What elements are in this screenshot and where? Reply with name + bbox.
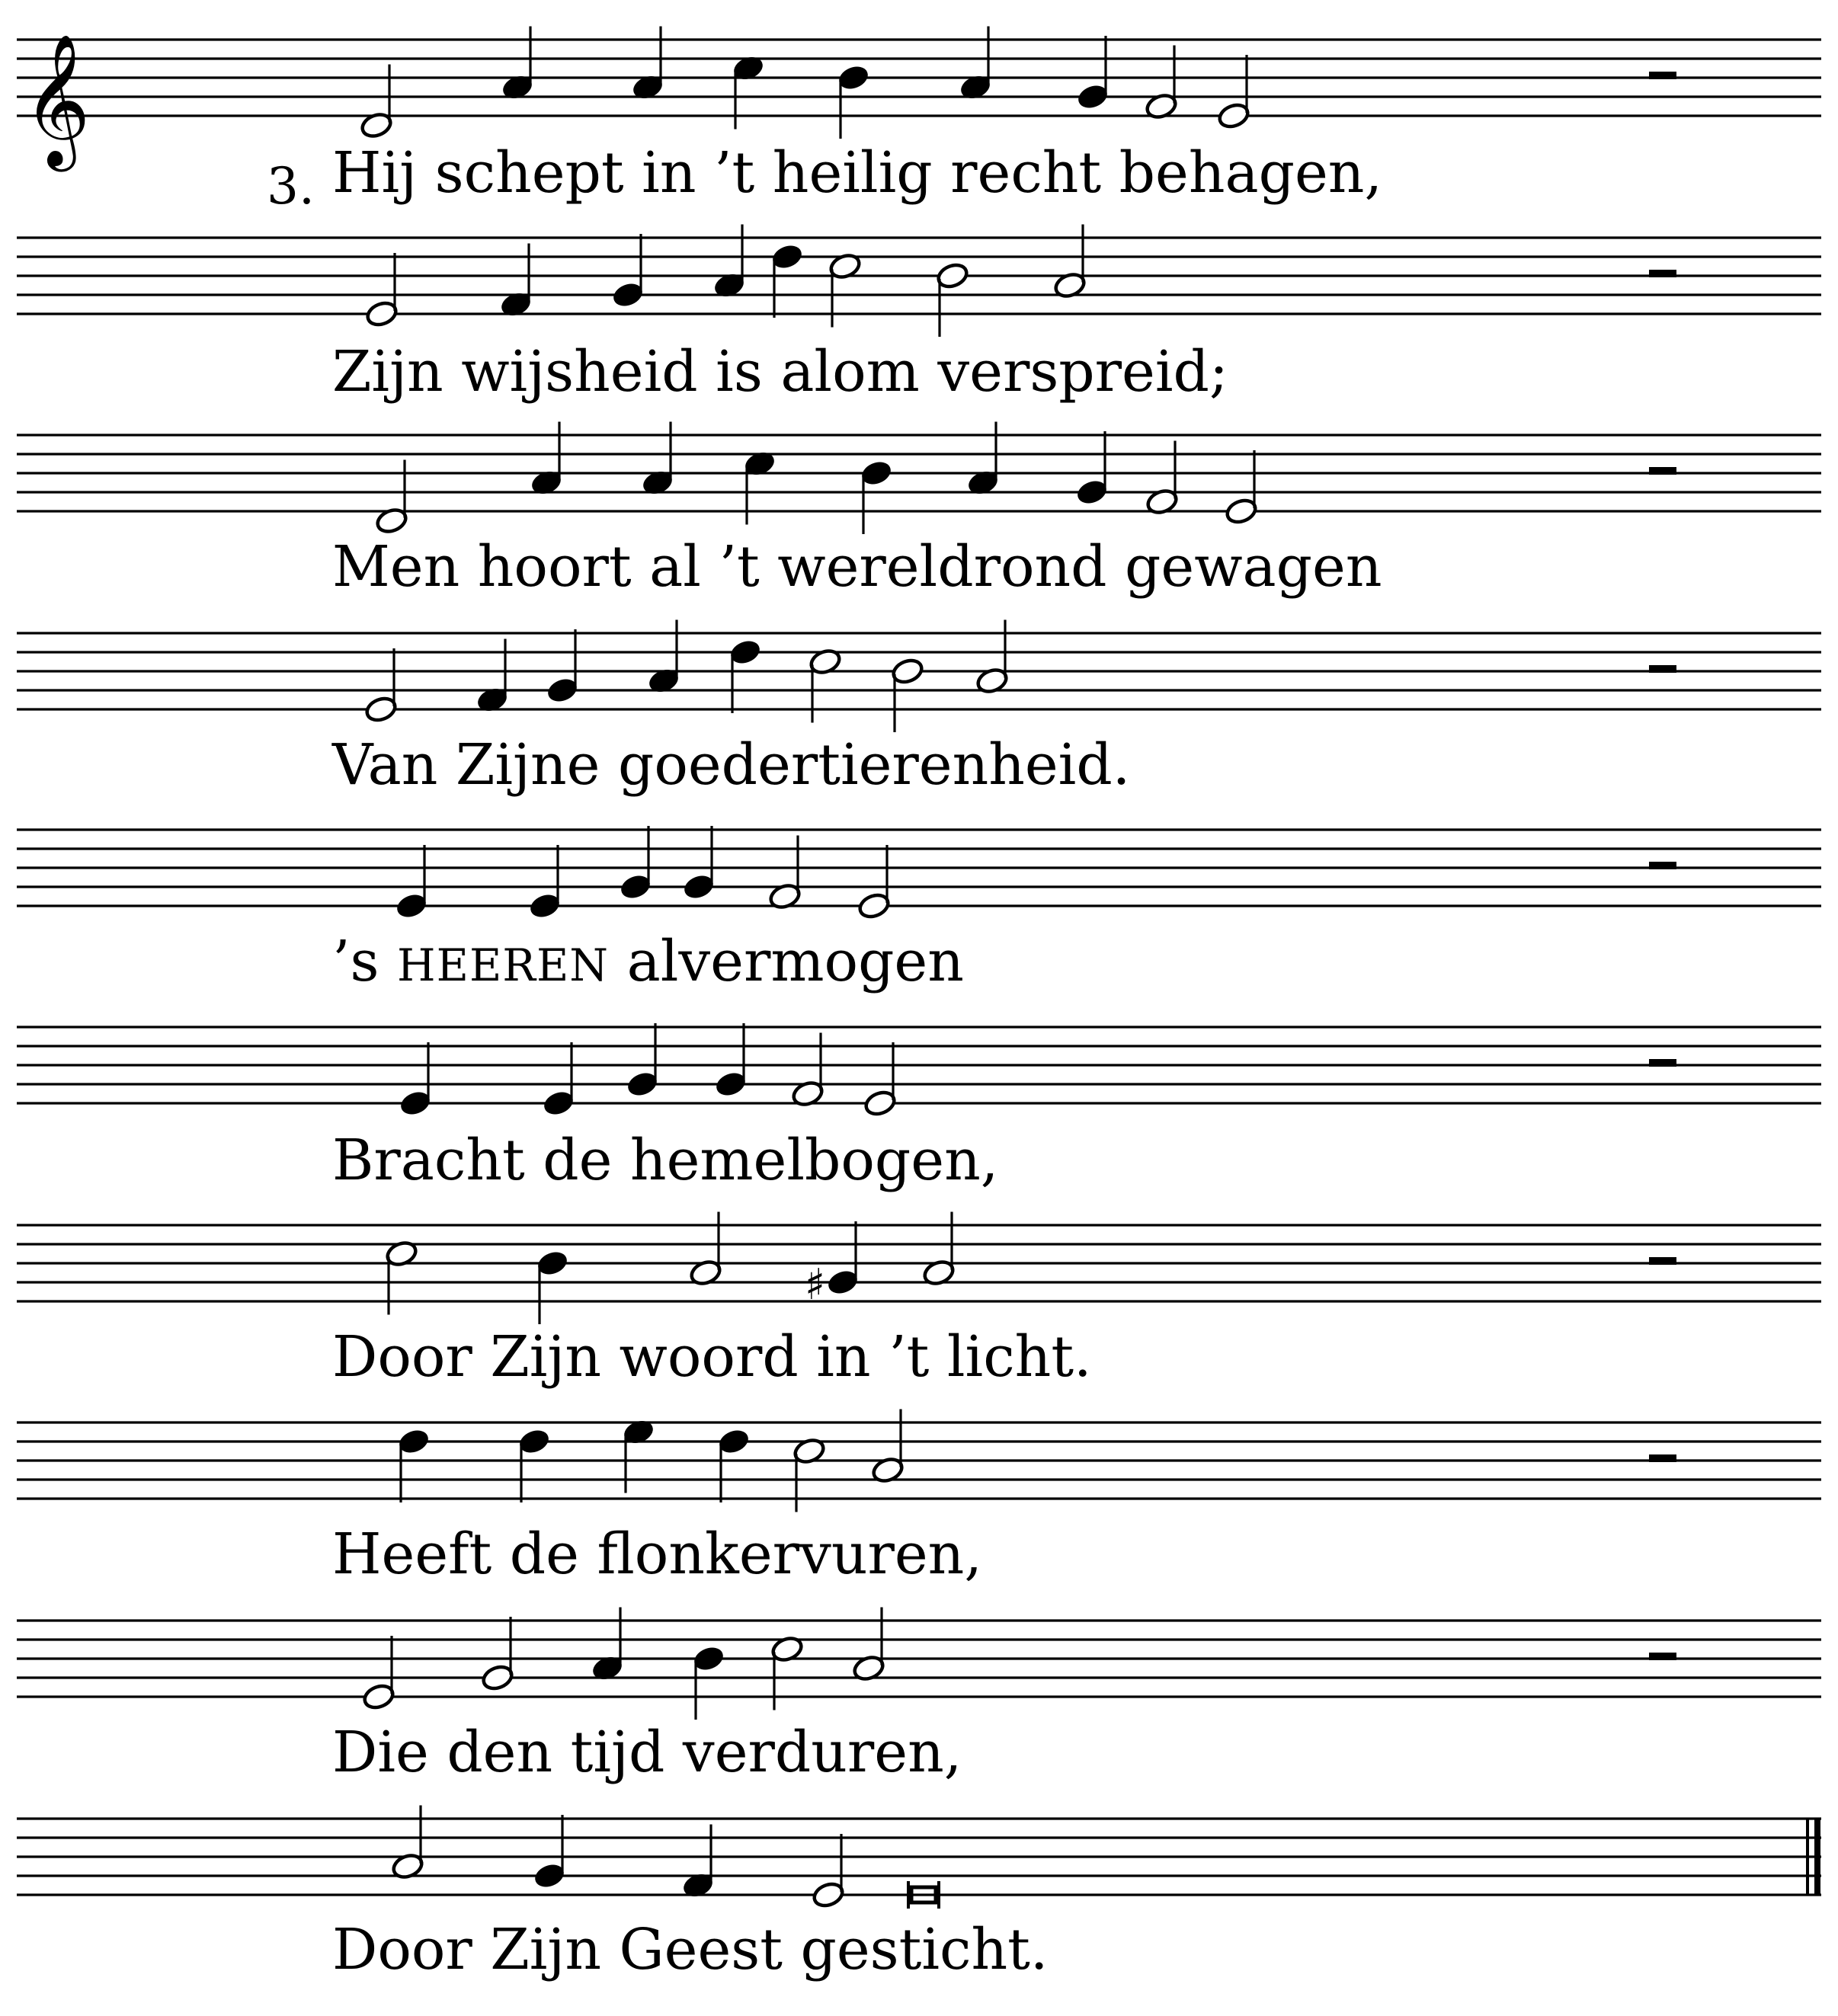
lyric-line-6: Bracht de hemelbogen,	[332, 1128, 999, 1193]
lyric-line-5-smallcaps: HEEREN	[397, 939, 610, 991]
half-rest	[1649, 1653, 1676, 1660]
lyric-line-5	[332, 929, 964, 994]
lyric-line-9: Die den tijd verduren,	[332, 1720, 962, 1785]
half-rest	[1649, 72, 1676, 79]
lyric-line-3: Men hoort al ’t wereldrond gewagen	[332, 534, 1382, 600]
half-rest	[1649, 665, 1676, 673]
treble-clef-icon: 𝄞	[23, 34, 91, 166]
half-rest	[1649, 862, 1676, 869]
sharp-icon: ♯	[805, 1260, 826, 1310]
lyric-line-5-suffix: alvermogen	[609, 929, 964, 994]
half-rest	[1649, 1059, 1676, 1067]
half-rest	[1649, 270, 1676, 277]
lyric-line-5-prefix: ’s	[332, 929, 398, 994]
half-rest	[1649, 467, 1676, 475]
lyric-line-10: Door Zijn Geest gesticht.	[332, 1917, 1049, 1982]
verse-number: 3.	[267, 157, 315, 216]
lyric-line-8: Heeft de flonkervuren,	[332, 1522, 982, 1587]
lyric-line-7: Door Zijn woord in ’t licht.	[332, 1324, 1092, 1390]
half-rest	[1649, 1454, 1676, 1462]
lyric-line-2: Zijn wijsheid is alom verspreid;	[332, 339, 1228, 405]
lyric-line-4: Van Zijne goedertierenheid.	[332, 732, 1131, 798]
lyric-line-1: Hij schept in ’t heilig recht behagen,	[332, 140, 1382, 206]
half-rest	[1649, 1257, 1676, 1265]
